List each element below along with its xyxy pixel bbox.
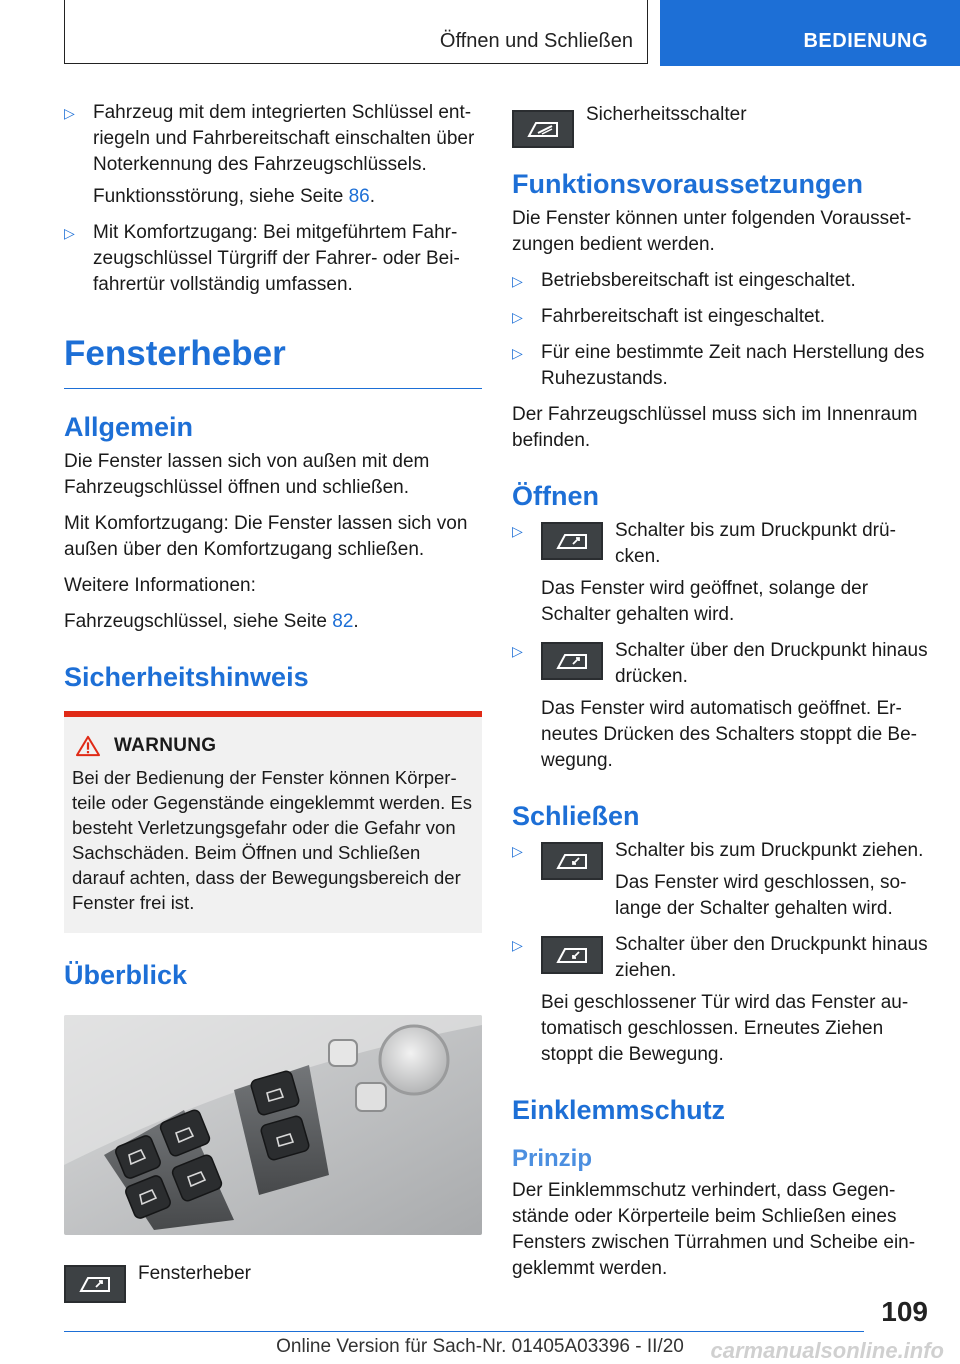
triangle-bullet-icon: ▷ (512, 843, 523, 859)
caption-row (512, 104, 932, 148)
triangle-bullet-icon: ▷ (512, 937, 523, 953)
window-close-switch-icon (541, 936, 603, 974)
warning-text: Bei der Bedienung der Fenster können Körperteile oder Gegenstände eingeklemmt werden. Es besteht Verletzungsgefahr oder die Gefahr von Sachschäden. Beim Öffnen und Schließen darauf achten, dass der Bewegungsbereich der Fenster frei ist. (72, 767, 473, 913)
list-item-text: Mit Komfortzugang: Bei mitgeführtem Fahrzeugschlüssel Türgriff der Fahrer- oder Beifahrertür vollständig umfassen. (93, 222, 460, 295)
triangle-bullet-icon: ▷ (512, 273, 523, 289)
triangle-bullet-icon: ▷ (64, 105, 75, 121)
figure-caption: Fensterheber (138, 1263, 252, 1284)
section-title: Öffnen und Schließen (439, 30, 633, 52)
caption-row (64, 1265, 482, 1303)
paragraph: Der Einklemmschutz verhindert, dass Gegenstände oder Körperteile beim Schließen eines Fensters zwischen Türrahmen und Scheibe eingeklemmt werden. (512, 1180, 916, 1279)
right-column (512, 100, 932, 1292)
paragraph: Die Fenster können unter folgenden Voraussetzungen bedient werden. (512, 208, 912, 255)
window-open-switch-icon (541, 522, 603, 560)
heading-ueberblick: Überblick (64, 960, 188, 990)
page-title: Fensterheber (64, 334, 482, 389)
watermark: carmanualsonline.info (710, 1338, 944, 1363)
list-item: ▷ Schalter bis zum Druckpunkt drücken. Das Fenster wird geöffnet, solange der Schalter gehalten wird. (512, 520, 896, 625)
figure-caption: Sicherheitsschalter (586, 104, 747, 125)
triangle-bullet-icon: ▷ (512, 523, 523, 539)
warning-label: WARNUNG (114, 735, 217, 756)
heading-einklemmschutz: Einklemmschutz (512, 1095, 726, 1125)
list-item (64, 220, 482, 298)
paragraph: Weitere Informationen: (64, 575, 256, 596)
list-item-text: Fahrzeug mit dem integrierten Schlüssel entriegeln und Fahrbereitschaft einschalten über Noterkennung des Fahrzeugschlüssels. (93, 102, 475, 175)
safety-switch-icon (512, 110, 574, 148)
left-column (64, 100, 482, 1303)
triangle-bullet-icon: ▷ (64, 225, 75, 241)
page-link[interactable]: 82 (332, 611, 354, 632)
page-number: 109 (881, 1296, 928, 1327)
page-link[interactable]: 86 (348, 186, 370, 207)
list-item-subtext: Funktionsstörung, siehe Seite 86. (93, 186, 376, 207)
heading-schliessen: Schließen (512, 801, 640, 831)
list-item (64, 100, 482, 210)
page-header (0, 0, 960, 66)
paragraph: Mit Komfortzugang: Die Fenster lassen sich von außen über den Komfortzugang schließen. (64, 513, 468, 560)
footer-text: Online Version für Sach-Nr. 01405A03396 - II/20 (276, 1336, 684, 1357)
chapter-tab (660, 0, 960, 66)
window-open-switch-icon (541, 642, 603, 680)
list-item: ▷ Fahrbereitschaft ist eingeschaltet. (512, 304, 932, 330)
list-item: ▷ Für eine bestimmte Zeit nach Herstellung des Ruhezustands. (512, 342, 925, 389)
heading-funktionsvoraussetzungen: Funktionsvoraussetzungen (512, 169, 864, 199)
paragraph: Der Fahrzeugschlüssel muss sich im Innenraum befinden. (512, 404, 918, 451)
heading-sicherheitshinweis: Sicherheitshinweis (64, 662, 309, 692)
chapter-title: BEDIENUNG (803, 30, 928, 52)
heading-allgemein: Allgemein (64, 412, 194, 442)
window-close-switch-icon (541, 842, 603, 880)
list-item: ▷ Schalter über den Druckpunkt hinaus drücken. Das Fenster wird automatisch geöffnet. Erneutes Drücken des Schalters stoppt die Bewegung. (512, 640, 928, 771)
paragraph: Die Fenster lassen sich von außen mit dem Fahrzeugschlüssel öffnen und schließen. (64, 451, 430, 498)
window-switch-icon (64, 1265, 126, 1303)
warning-box (64, 711, 482, 933)
paragraph: Fahrzeugschlüssel, siehe Seite 82. (64, 611, 359, 632)
footer-divider (64, 1331, 864, 1332)
subheading-prinzip: Prinzip (512, 1145, 593, 1172)
list-item: ▷ Schalter über den Druckpunkt hinaus ziehen. Bei geschlossener Tür wird das Fenster automatisch geschlossen. Erneutes Ziehen stoppt die Bewegung. (512, 934, 928, 1065)
triangle-bullet-icon: ▷ (512, 345, 523, 361)
triangle-bullet-icon: ▷ (512, 643, 523, 659)
list-item: ▷ Betriebsbereitschaft ist eingeschaltet. (512, 268, 932, 294)
triangle-bullet-icon: ▷ (512, 309, 523, 325)
heading-oeffnen: Öffnen (512, 481, 599, 511)
warning-triangle-icon (74, 735, 102, 757)
warning-header (72, 733, 474, 759)
section-tab (64, 0, 648, 64)
window-switch-photo (64, 1015, 482, 1235)
list-item: ▷ Schalter bis zum Druckpunkt ziehen. Das Fenster wird geschlossen, solange der Schalter gehalten wird. (512, 840, 924, 919)
